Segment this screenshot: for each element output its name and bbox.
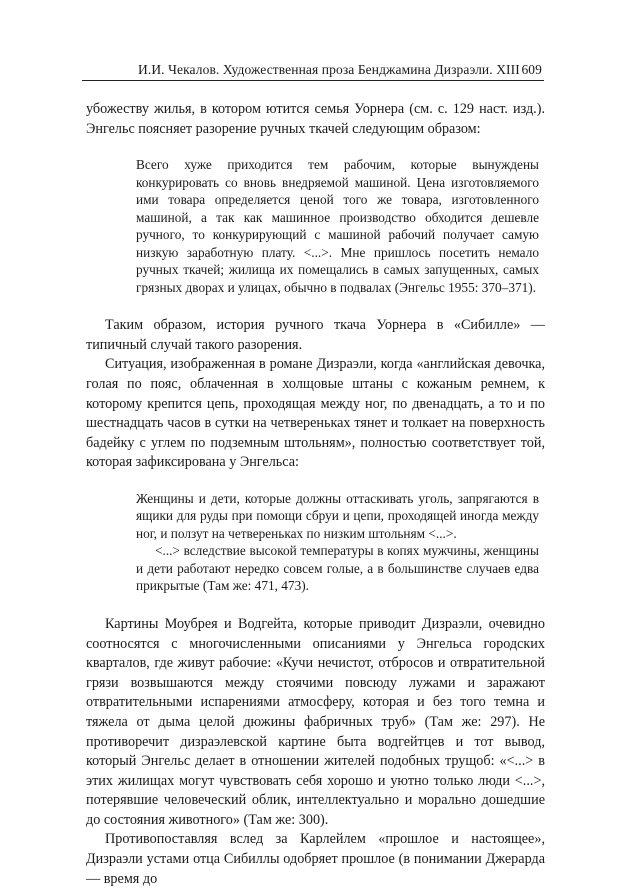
- block-quote-2b: <...> вследствие высокой температуры в копях мужчины, женщины и дети работают нередко совсем голые, а в большинстве случаев едва прикрытые (Там же: 471, 473).: [136, 543, 539, 594]
- paragraph-2: Таким образом, история ручного ткача Уорнера в «Сибилле» — типичный случай такого разорения.: [86, 317, 545, 353]
- header-rule: [82, 80, 544, 81]
- block-quote-2a: Женщины и дети, которые должны оттаскивать уголь, запрягаются в ящики для руды при помощи сбруи и цепи, проходящей иногда между ног, и ползут на четвереньках по низким штольням <...>.: [136, 490, 539, 541]
- text-body: [86, 100, 545, 889]
- paragraph-3: Ситуация, изображенная в романе Дизраэли, когда «английская девочка, голая по пояс, облаченная в холщовые штаны с кожаным ремнем, к которому крепится цепь, проходящая между ног, по двенадцать, а то и по шестнадцать часов в сутки на четвереньках тянет и толкает на поверхность бадейку с углем по подземным штольням», полностью соответствует той, которая зафиксирована у Энгельса:: [86, 356, 545, 471]
- paragraph-4: Картины Моубрея и Водгейта, которые приводит Дизраэли, очевидно соотносятся с многочисленными описаниями у Энгельса городских кварталов, где живут рабочие: «Кучи нечистот, отбросов и отвратительной грязи возвышаются между стоячими повсюду лужами и заражают отвратительными испарениями атмосферу, которая и без того темна и тяжела от дыма целой дюжины фабричных труб» (Там же: 297). Не противоречит дизраэлевской картине быта водгейтцев и тот вывод, который Энгельс делает в отношении жителей подобных трущоб: «<...> в этих жилищах могут чувствовать себя хорошо и уютно только люди <...>, потерявшие человеческий облик, интеллектуально и морально дошедшие до состояния животного» (Там же: 300).: [86, 615, 545, 828]
- paragraph-5: Противопоставляя вслед за Карлейлем «прошлое и настоящее», Дизраэли устами отца Сибиллы одобряет прошлое (в понимании Джерарда — время до: [86, 831, 545, 887]
- block-quote-1: Всего хуже приходится тем рабочим, которые вынуждены конкурировать со вновь внедряемой машиной. Цена изготовляемого ими товара определяется ценой того же товара, изготовленного машиной, а так как машинное производство обходится дешевле ручного, то конкурирующий с машиной рабочий получает самую низкую заработную плату. <...>. Мне пришлось посетить немало ручных ткачей; жилища их помещались в самых запущенных, самых грязных дворах и улицах, обычно в подвалах (Энгельс 1955: 370–371).: [136, 157, 539, 295]
- page-header: [82, 58, 544, 80]
- paragraph-1: убожеству жилья, в котором ютится семья Уорнера (см. с. 129 наст. изд.). Энгельс поясняет разорение ручных ткачей следующим образом:: [86, 101, 545, 137]
- page-number: 609: [521, 62, 542, 77]
- running-title: И.И. Чекалов. Художественная проза Бенджамина Дизраэли. XIII: [138, 62, 520, 77]
